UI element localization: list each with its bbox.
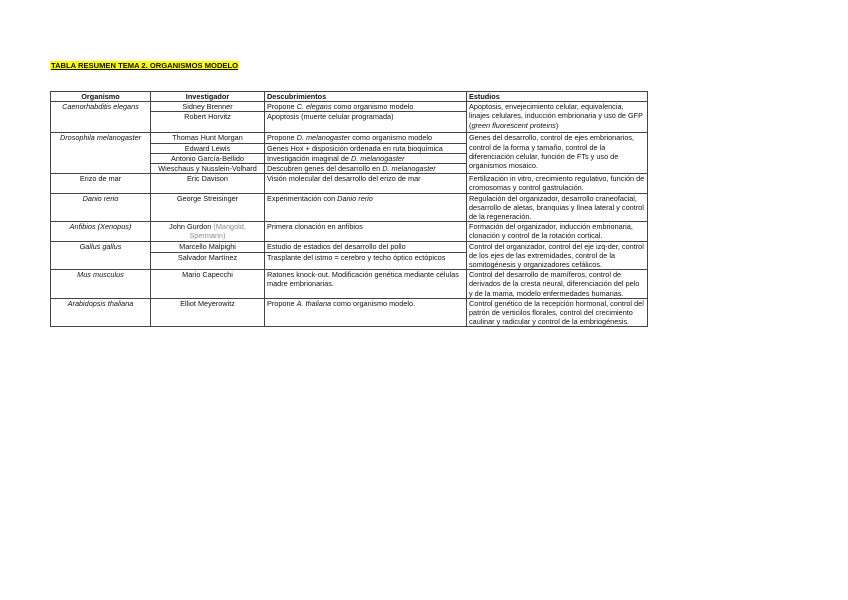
discovery-cell: Investigación imaginal de D. melanogaster [265, 153, 467, 163]
discovery-cell: Apoptosis (muerte celular programada) [265, 112, 467, 133]
researcher-cell: Sidney Brenner [151, 102, 265, 112]
table-row [51, 133, 648, 143]
researcher-cell: Elliot Meyerowitz [151, 298, 265, 327]
studies-cell: Formación del organizador, inducción embrionaria, clonación y control de la rotación cortical. [467, 222, 648, 241]
researcher-cell: Edward Lewis [151, 143, 265, 153]
table-row [51, 222, 648, 241]
header-investigador: Investigador [151, 92, 265, 102]
document-title: TABLA RESUMEN TEMA 2. ORGANISMOS MODELO [51, 61, 239, 70]
discovery-cell: Ratones knock-out. Modificación genética mediante células madre embrionarias. [265, 270, 467, 299]
researcher-cell: Eric Davison [151, 174, 265, 193]
organism-cell: Gallus gallus [51, 241, 151, 270]
researcher-cell: Salvador Martínez [151, 253, 265, 270]
header-organismo: Organismo [51, 92, 151, 102]
organism-cell: Erizo de mar [51, 174, 151, 193]
table-row [51, 102, 648, 112]
studies-cell: Apoptosis, envejecimiento celular, equivalencia, linajes celulares, inducción embrionaria y uso de GFP (green fluorescent proteins) [467, 102, 648, 133]
discovery-cell: Propone D. melanogaster como organismo modelo [265, 133, 467, 143]
organism-cell: Drosophila melanogaster [51, 133, 151, 174]
discovery-cell: Estudio de estadios del desarrollo del pollo [265, 241, 467, 253]
header-row [51, 92, 648, 102]
header-estudios: Estudios [467, 92, 648, 102]
organism-cell: Arabidopsis thaliana [51, 298, 151, 327]
discovery-cell: Descubren genes del desarrollo en D. melanogaster [265, 164, 467, 174]
organism-cell: Anfibios (Xenopus) [51, 222, 151, 241]
table-row [51, 241, 648, 253]
researcher-cell: Marcello Malpighi [151, 241, 265, 253]
table-row [51, 270, 648, 299]
researcher-cell: John Gurdon (Mangold, Spermann) [151, 222, 265, 241]
studies-cell: Control genético de la recepción hormonal, control del patrón de verticilos florales, control del crecimiento caulinar y radicular y control de la embriogénesis. [467, 298, 648, 327]
researcher-cell: Robert Horvitz [151, 112, 265, 133]
researcher-cell: George Streisinger [151, 193, 265, 222]
discovery-cell: Visión molecular del desarrollo del erizo de mar [265, 174, 467, 193]
summary-table [50, 91, 648, 327]
researcher-cell: Mario Capecchi [151, 270, 265, 299]
discovery-cell: Trasplante del istmo = cerebro y techo óptico ectópicos [265, 253, 467, 270]
organism-cell: Mus musculus [51, 270, 151, 299]
studies-cell: Fertilización in vitro, crecimiento regulativo, función de cromosomas y control gastrulación. [467, 174, 648, 193]
researcher-cell: Thomas Hunt Morgan [151, 133, 265, 143]
organism-cell: Danio rerio [51, 193, 151, 222]
table-row [51, 174, 648, 193]
table-row [51, 298, 648, 327]
studies-cell: Genes del desarrollo, control de ejes embrionarios, control de la forma y tamaño, control de la diferenciación celular, función de FTs y uso de organismos mosaico. [467, 133, 648, 174]
organism-cell: Caenorhabditis elegans [51, 102, 151, 133]
discovery-cell: Propone A. thaliana como organismo modelo. [265, 298, 467, 327]
researcher-cell: Wieschaus y Nusslein-Volhard [151, 164, 265, 174]
studies-cell: Regulación del organizador, desarrollo craneofacial, desarrollo de aletas, branquias y línea lateral y control de la regeneración. [467, 193, 648, 222]
researcher-cell: Antonio García-Bellido [151, 153, 265, 163]
studies-cell: Control del desarrollo de mamíferos, control de derivados de la cresta neural, diferenciación del pelo y de la mama, modelo enfermedades humanas. [467, 270, 648, 299]
discovery-cell: Primera clonación en anfibios [265, 222, 467, 241]
studies-cell: Control del organizador, control del eje izq-der, control de los ejes de las extremidades, control de la somitogénesis y organizadores cefálicos. [467, 241, 648, 270]
discovery-cell: Experimentación con Danio rerio [265, 193, 467, 222]
header-descubrimientos: Descubrimientos [265, 92, 467, 102]
discovery-cell: Propone C. elegans como organismo modelo [265, 102, 467, 112]
table-row [51, 193, 648, 222]
discovery-cell: Genes Hox + disposición ordenada en ruta bioquímica [265, 143, 467, 153]
